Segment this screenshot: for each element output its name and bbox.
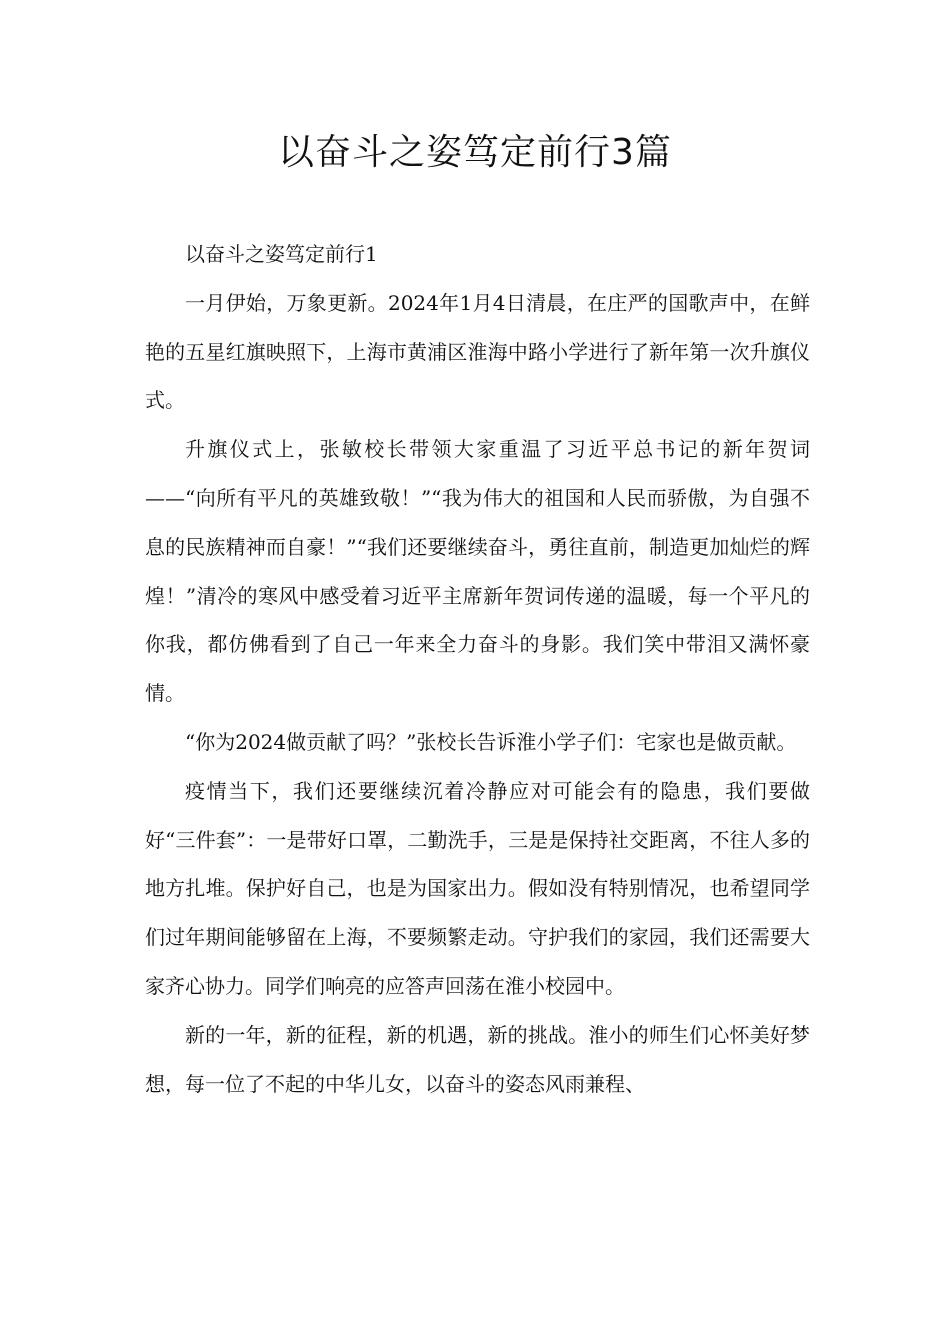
paragraph: 新的一年，新的征程，新的机遇，新的挑战。淮小的师生们心怀美好梦想，每一位了不起的中华儿女，以奋斗的姿态风雨兼程、 [145,1022,810,1096]
paragraph: 一月伊始，万象更新。2024年1月4日清晨，在庄严的国歌声中，在鲜艳的五星红旗映照下，上海市黄浦区淮海中路小学进行了新年第一次升旗仪式。 [145,290,810,413]
document-body [145,230,810,1108]
section-heading: 以奋斗之姿笃定前行1 [185,242,378,266]
document-title: 以奋斗之姿笃定前行3篇 [278,132,672,173]
paragraph: 疫情当下，我们还要继续沉着冷静应对可能会有的隐患，我们要做好“三件套”：一是带好口罩，二勤洗手，三是是保持社交距离，不往人多的地方扎堆。保护好自己，也是为国家出力。假如没有特别情况，也希望同学们过年期间能够留在上海，不要频繁走动。守护我们的家园，我们还需要大家齐心协力。同学们响亮的应答声回荡在淮小校园中。 [145,778,810,998]
paragraph: “你为2024做贡献了吗？”张校长告诉淮小学子们：宅家也是做贡献。 [185,729,797,754]
paragraph: 升旗仪式上，张敏校长带领大家重温了习近平总书记的新年贺词——“向所有平凡的英雄致敬！”“我为伟大的祖国和人民而骄傲，为自强不息的民族精神而自豪！”“我们还要继续奋斗，勇往直前，制造更加灿烂的辉煌！”清冷的寒风中感受着习近平主席新年贺词传递的温暖，每一个平凡的你我，都仿佛看到了自己一年来全力奋斗的身影。我们笑中带泪又满怀豪情。 [145,437,810,706]
